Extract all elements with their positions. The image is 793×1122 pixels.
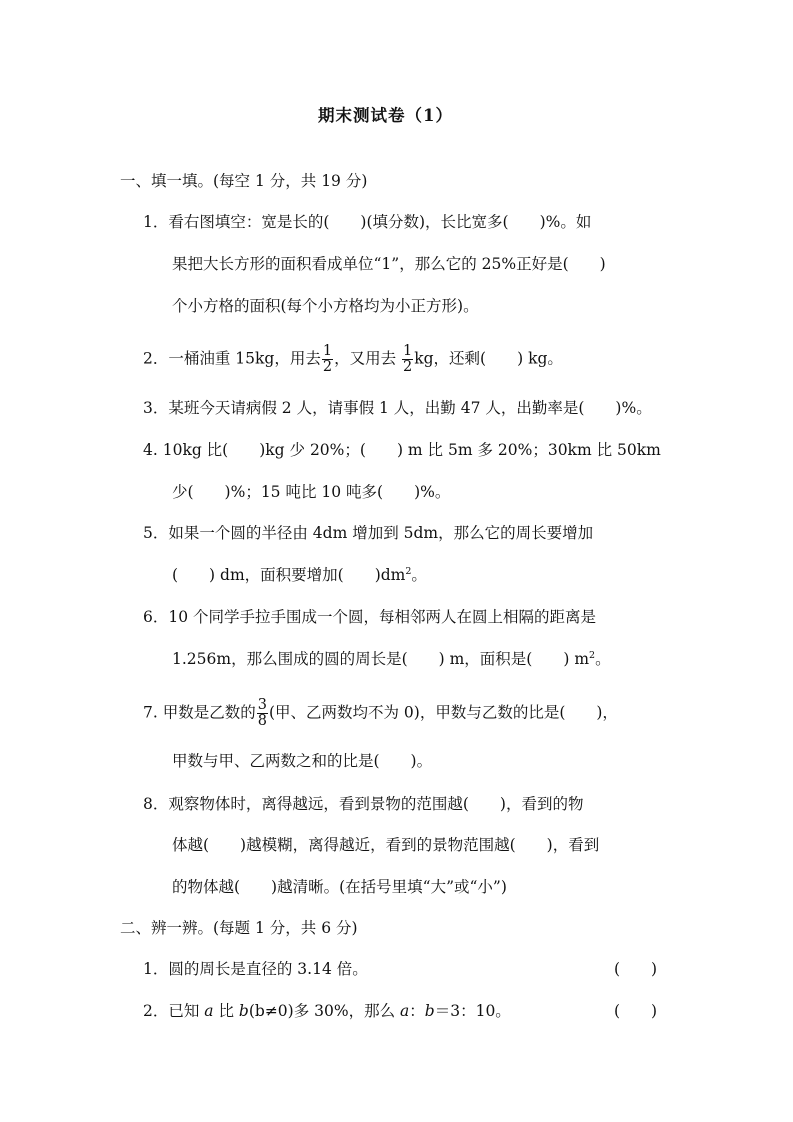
superscript: 2	[589, 650, 596, 661]
q4-line-1: 4. 10kg 比( )kg 少 20%；( ) m 比 5m 多 20%；30km 比 50km	[143, 441, 661, 459]
q4-line-2: 少( )%；15 吨比 10 吨多( )%。	[172, 483, 451, 501]
q7-text-pre: 7. 甲数是乙数的	[143, 703, 256, 722]
q2-fraction-1	[322, 344, 333, 375]
var-b: b	[424, 1002, 435, 1020]
fraction-numerator: 1	[322, 343, 333, 359]
q2-text-pre: 2．一桶油重 15kg，用去	[143, 349, 321, 368]
section-2-heading: 二、辨一辨。(每题 1 分，共 6 分)	[120, 919, 358, 937]
judge-2-seg: (b≠0)多 30%，那么	[248, 1002, 401, 1020]
judge-2-text	[143, 1000, 511, 1022]
q8-line-2: 体越( )越模糊，离得越近，看到的景物范围越( )，看到	[172, 836, 600, 854]
q7-fraction	[257, 698, 268, 729]
judge-2-answer-bracket[interactable]: ( )	[614, 1002, 658, 1020]
judge-2-seg: ：	[409, 1002, 425, 1020]
q1-line-3: 个小方格的面积(每个小方格均为小正方形)。	[172, 297, 479, 315]
q5-text: ( ) dm，面积要增加( )dm	[172, 566, 406, 584]
q6-line-1: 6．10 个同学手拉手围成一个圆，每相邻两人在圆上相隔的距离是	[143, 608, 597, 626]
var-a: a	[204, 1002, 214, 1020]
var-a: a	[400, 1002, 410, 1020]
fraction-denominator: 8	[257, 713, 267, 729]
q7-line-2: 甲数与甲、乙两数之和的比是( )。	[172, 752, 433, 770]
superscript: 2	[405, 566, 412, 577]
fraction-numerator: 3	[257, 697, 267, 713]
q8-line-3: 的物体越( )越清晰。(在括号里填“大”或“小”)	[172, 878, 507, 896]
q1-line-1: 1．看右图填空：宽是长的( )(填分数)，长比宽多( )%。如	[143, 213, 592, 231]
var-b: b	[238, 1002, 249, 1020]
fraction-denominator: 2	[322, 359, 333, 375]
judge-1-answer-bracket[interactable]: ( )	[614, 960, 658, 978]
q2-text-mid: ，又用去	[334, 349, 401, 368]
fraction-numerator: 1	[403, 343, 413, 359]
judge-2-seg: 比	[213, 1002, 239, 1020]
judge-2-seg: ＝3：10。	[434, 1002, 511, 1020]
section-1-heading: 一、填一填。(每空 1 分，共 19 分)	[120, 172, 368, 190]
judge-1-text: 1．圆的周长是直径的 3.14 倍。	[143, 960, 368, 978]
q2-text-post: kg，还剩( ) kg。	[414, 349, 563, 368]
judge-2-seg: 2．已知	[143, 1002, 205, 1020]
q2-fraction-2	[402, 344, 413, 375]
page-title: 期末测试卷（1）	[318, 106, 453, 125]
q8-line-1: 8．观察物体时，离得越远，看到景物的范围越( )，看到的物	[143, 795, 584, 813]
q6-text: 1.256m，那么围成的圆的周长是( ) m，面积是( ) m	[172, 650, 590, 668]
q1-line-2: 果把大长方形的面积看成单位“1”，那么它的 25%正好是( )	[172, 255, 606, 273]
q3-line: 3．某班今天请病假 2 人，请事假 1 人，出勤 47 人，出勤率是( )%。	[143, 399, 652, 417]
q6-end: 。	[595, 650, 611, 668]
fraction-denominator: 2	[403, 359, 413, 375]
q5-line-2	[172, 564, 427, 586]
q6-line-2	[172, 648, 611, 670]
q7-text-post: (甲、乙两数均不为 0)，甲数与乙数的比是( )，	[268, 703, 618, 722]
q5-end: 。	[411, 566, 427, 584]
q7-line-1	[143, 698, 618, 729]
q2-line	[143, 344, 563, 375]
q5-line-1: 5．如果一个圆的半径由 4dm 增加到 5dm，那么它的周长要增加	[143, 524, 594, 542]
